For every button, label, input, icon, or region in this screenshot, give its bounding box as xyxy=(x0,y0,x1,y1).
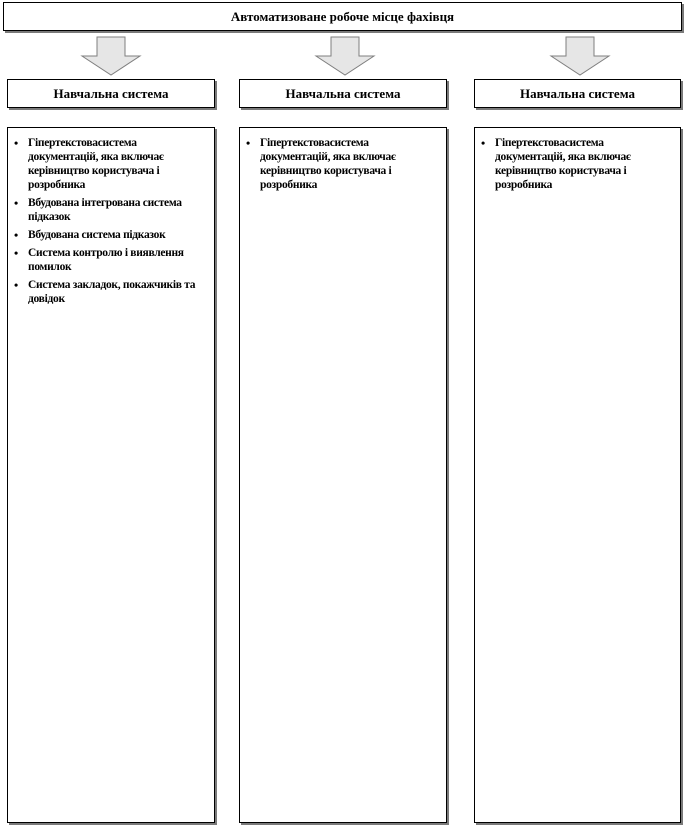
list-item: • Система контролю і виявлення помилок xyxy=(12,246,208,274)
column-header-1 xyxy=(7,79,215,108)
column-header-label: Навчальна система xyxy=(520,86,635,101)
feature-list xyxy=(244,136,440,192)
list-item: • Система закладок, покажчиків та довідок xyxy=(12,278,208,306)
column-header-2 xyxy=(239,79,447,108)
workstation-title: Автоматизоване робоче місце фахівця xyxy=(230,9,455,24)
column-header-label: Навчальна система xyxy=(285,86,401,101)
down-arrow-icon xyxy=(314,36,376,76)
column-panel-2 xyxy=(239,127,447,823)
list-item: • Вбудована інтегрована система підказок xyxy=(12,196,208,224)
list-item: • Гіпертекстовасистема документацій, яка включає керівництво користувача і розробника xyxy=(12,136,208,192)
column-header-label: Навчальна система xyxy=(53,86,169,101)
list-item: • Гіпертекстовасистема документацій, яка включає керівництво користувача і розробника xyxy=(244,136,440,192)
column-header-3 xyxy=(474,79,681,108)
down-arrow-icon xyxy=(549,36,611,76)
down-arrow-icon xyxy=(80,36,142,76)
list-item: • Вбудована система підказок xyxy=(12,228,208,242)
list-item: • Гіпертекстовасистема документацій, яка включає керівництво користувача і розробника xyxy=(479,136,674,192)
column-panel-3 xyxy=(474,127,681,823)
workstation-title-box xyxy=(3,2,682,31)
column-panel-1 xyxy=(7,127,215,823)
feature-list xyxy=(12,136,208,306)
feature-list xyxy=(479,136,674,192)
